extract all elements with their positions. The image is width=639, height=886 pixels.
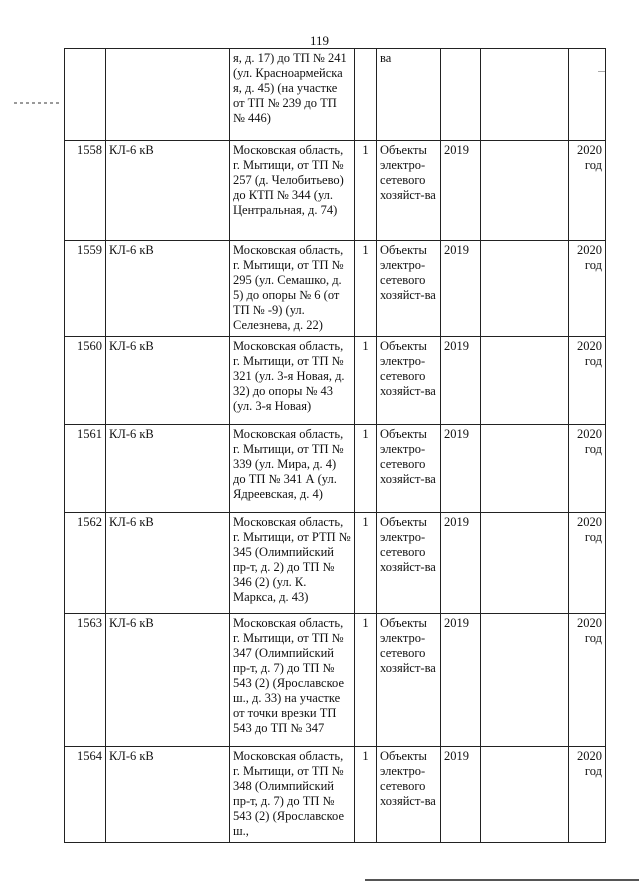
object-name: КЛ-6 кВ: [106, 241, 230, 337]
object-quantity: 1: [355, 337, 377, 425]
table-row: [65, 141, 606, 241]
object-year: [441, 49, 481, 141]
table-row: [65, 614, 606, 747]
object-name: КЛ-6 кВ: [106, 141, 230, 241]
object-extra: [481, 49, 569, 141]
object-quantity: 1: [355, 614, 377, 747]
row-number: 1560: [65, 337, 106, 425]
object-purpose: Объекты электро-сетевого хозяйст-ва: [377, 241, 441, 337]
object-term: 2020 год: [569, 614, 606, 747]
object-extra: [481, 141, 569, 241]
object-term: 2020 год: [569, 513, 606, 614]
object-quantity: 1: [355, 513, 377, 614]
row-number: 1559: [65, 241, 106, 337]
object-extra: [481, 614, 569, 747]
object-year: 2019: [441, 614, 481, 747]
object-location: Московская область, г. Мытищи, от ТП № 295 (ул. Семашко, д. 5) до опоры № 6 (от ТП № -9) (ул. Селезнева, д. 22): [230, 241, 355, 337]
object-location: Московская область, г. Мытищи, от ТП № 339 (ул. Мира, д. 4) до ТП № 341 А (ул. Ядреевская, д. 4): [230, 425, 355, 513]
object-location: Московская область, г. Мытищи, от ТП № 348 (Олимпийский пр-т, д. 7) до ТП № 543 (2) (Ярославское ш.,: [230, 747, 355, 843]
object-name: КЛ-6 кВ: [106, 513, 230, 614]
table-row: [65, 49, 606, 141]
scan-artifact-bottom: [365, 879, 639, 881]
page-number: 119: [309, 33, 330, 48]
object-extra: [481, 337, 569, 425]
row-number: 1563: [65, 614, 106, 747]
object-quantity: 1: [355, 425, 377, 513]
registry-table: [64, 48, 606, 843]
object-purpose: Объекты электро-сетевого хозяйст-ва: [377, 141, 441, 241]
object-term: 2020 год: [569, 241, 606, 337]
table-row: [65, 513, 606, 614]
row-number: 1561: [65, 425, 106, 513]
object-purpose: Объекты электро-сетевого хозяйст-ва: [377, 337, 441, 425]
table-row: [65, 337, 606, 425]
object-location: Московская область, г. Мытищи, от ТП № 257 (д. Челобитьево) до КТП № 344 (ул. Центральная, д. 74): [230, 141, 355, 241]
object-year: 2019: [441, 747, 481, 843]
object-term: 2020 год: [569, 141, 606, 241]
object-year: 2019: [441, 337, 481, 425]
row-number: 1558: [65, 141, 106, 241]
object-location: Московская область, г. Мытищи, от РТП № 345 (Олимпийский пр-т, д. 2) до ТП № 346 (2) (ул. К. Маркса, д. 43): [230, 513, 355, 614]
table-row: [65, 241, 606, 337]
object-extra: [481, 747, 569, 843]
object-name: [106, 49, 230, 141]
object-year: 2019: [441, 241, 481, 337]
object-name: КЛ-6 кВ: [106, 425, 230, 513]
row-number: 1564: [65, 747, 106, 843]
object-term: 2020 год: [569, 747, 606, 843]
row-number: 1562: [65, 513, 106, 614]
object-location: я, д. 17) до ТП № 241 (ул. Красноармейска я, д. 45) (на участке от ТП № 239 до ТП № 446): [230, 49, 355, 141]
table-row: [65, 425, 606, 513]
object-purpose: ва: [377, 49, 441, 141]
object-location: Московская область, г. Мытищи, от ТП № 347 (Олимпийский пр-т, д. 7) до ТП № 543 (2) (Ярославское ш., д. 33) на участке от точки врезки ТП 543 до ТП № 347: [230, 614, 355, 747]
object-year: 2019: [441, 141, 481, 241]
object-quantity: 1: [355, 241, 377, 337]
row-number: [65, 49, 106, 141]
object-name: КЛ-6 кВ: [106, 337, 230, 425]
object-term: 2020 год: [569, 425, 606, 513]
object-extra: [481, 241, 569, 337]
object-extra: [481, 513, 569, 614]
object-purpose: Объекты электро-сетевого хозяйст-ва: [377, 747, 441, 843]
table-row: [65, 747, 606, 843]
object-quantity: [355, 49, 377, 141]
object-purpose: Объекты электро-сетевого хозяйст-ва: [377, 614, 441, 747]
object-purpose: Объекты электро-сетевого хозяйст-ва: [377, 425, 441, 513]
object-term: 2020 год: [569, 337, 606, 425]
object-extra: [481, 425, 569, 513]
object-quantity: 1: [355, 747, 377, 843]
object-purpose: Объекты электро-сетевого хозяйст-ва: [377, 513, 441, 614]
object-term: [569, 49, 606, 141]
scan-artifact-left: [14, 102, 62, 104]
object-year: 2019: [441, 425, 481, 513]
object-year: 2019: [441, 513, 481, 614]
object-name: КЛ-6 кВ: [106, 747, 230, 843]
object-location: Московская область, г. Мытищи, от ТП № 321 (ул. 3-я Новая, д. 32) до опоры № 43 (ул. 3-я Новая): [230, 337, 355, 425]
object-name: КЛ-6 кВ: [106, 614, 230, 747]
object-quantity: 1: [355, 141, 377, 241]
